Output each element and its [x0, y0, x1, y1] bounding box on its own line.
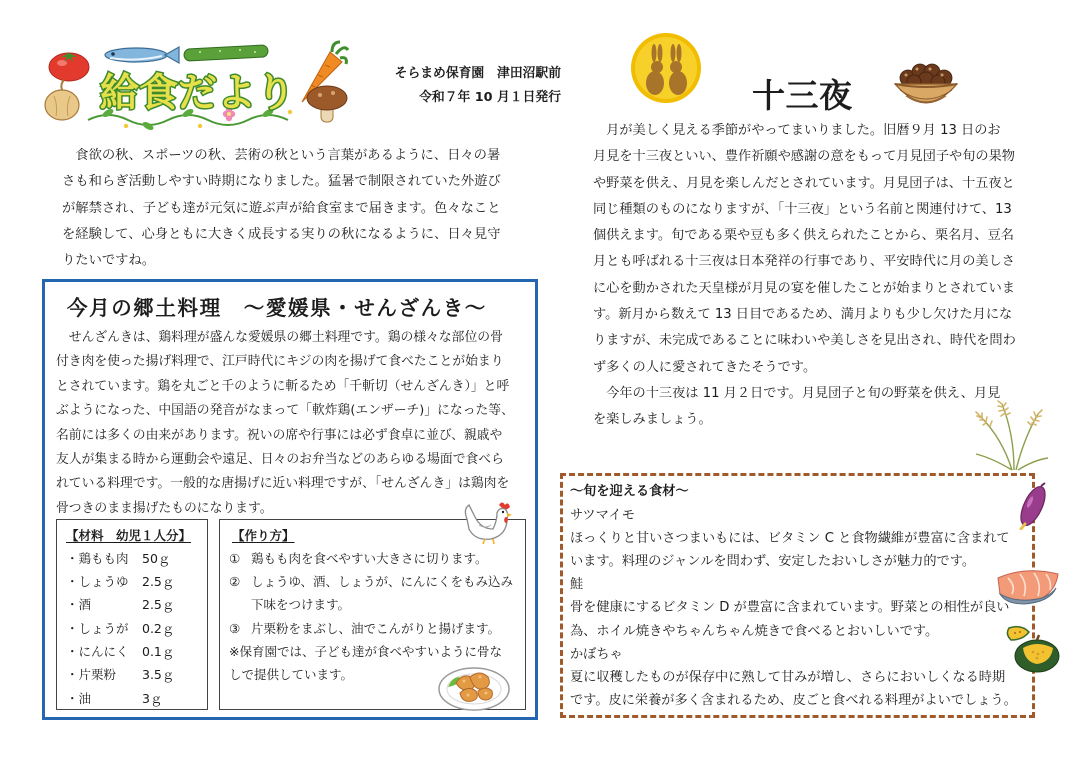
step-text: 鶏もも肉を食べやすい大きさに切ります。: [251, 550, 488, 566]
ingredient-name: ・酒: [66, 597, 92, 613]
step-text: 片栗粉をまぶし、油でこんがりと揚げます。: [251, 620, 501, 636]
ingredient-item: [57, 547, 207, 570]
jusanya-line: 今年の十三夜は 11 月２日です。月見団子と旬の野菜を供え、月見: [593, 385, 1001, 401]
step-number: ①: [229, 550, 241, 566]
food-description: 為、ホイル焼きやちゃんちゃん焼きで食べるとおいしいです。: [570, 623, 939, 639]
logo-text: 給食だより: [100, 71, 296, 116]
method-step-continued: [220, 593, 525, 616]
ingredient-amount: 2.5ｇ: [142, 574, 175, 590]
ingredient-name: ・にんにく: [66, 643, 129, 659]
fish-icon: [105, 47, 179, 63]
ingredient-item: [57, 593, 207, 616]
jusanya-line: ず多くの人に愛されてきたそうです。: [593, 359, 817, 375]
ingredient-amount: 3ｇ: [142, 690, 163, 706]
jusanya-text: [593, 118, 1027, 434]
ingredient-amount: 0.2ｇ: [142, 620, 175, 636]
local-dish-line: 骨つきのまま揚げたものになります。: [56, 500, 273, 516]
local-dish-paragraph: [56, 326, 534, 521]
issue-date: 令和７年 10 月１日発行: [419, 90, 561, 105]
food-description: です。皮に栄養が多く含まれるため、皮ごと食べれる料理がよいでしょう。: [570, 693, 1017, 709]
ingredient-item: [57, 617, 207, 640]
food-name: サツマイモ: [570, 507, 635, 523]
intro-line: が解禁され、子ども達が元気に遊ぶ声が給食室まで届きます。色々なこと: [62, 200, 501, 216]
step-text: しょうゆ、酒、しょうが、にんにくをもみ込み: [251, 574, 514, 590]
food-description: 骨を健康にするビタミン D が豊富に含まれています。野菜との相性が良い: [570, 600, 1010, 616]
local-dish-line: せんざんきは、鶏料理が盛んな愛媛県の郷土料理です。鶏の様々な部位の骨: [56, 330, 503, 345]
jusanya-line: 月見を十三夜といい、豊作祈願や感謝の意をもって月見団子や旬の果物: [593, 149, 1015, 165]
ingredient-name: ・片栗粉: [66, 667, 117, 683]
food-name: 鮭: [570, 577, 584, 593]
jusanya-line: 月が美しく見える季節がやってまいりました。旧暦９月 13 日のお: [593, 123, 1001, 138]
jusanya-line: や野菜を供え、月見を楽しんだとされています。月見団子は、十五夜と: [593, 175, 1015, 191]
salmon-icon: [994, 564, 1062, 606]
tomato-icon: [49, 53, 89, 81]
note-text: しで提供しています。: [229, 667, 354, 683]
ingredient-item: [57, 640, 207, 663]
pampas-grass-icon: [972, 398, 1050, 472]
note-text: ※保育園では、子ども達が食べやすいように骨な: [229, 643, 502, 659]
jusanya-title: 十三夜: [752, 76, 853, 115]
intro-line: さも和らぎ活動しやすい時期になりました。猛暑で制限されていた外遊び: [62, 174, 501, 190]
sweet-potato-icon: [1013, 482, 1053, 530]
seasonal-foods-text: [570, 480, 1032, 712]
method-step: [220, 617, 525, 640]
ingredient-amount: 0.1ｇ: [142, 643, 175, 659]
intro-paragraph: [62, 143, 524, 274]
ingredient-item: [57, 570, 207, 593]
pumpkin-icon: [1003, 624, 1061, 674]
jusanya-line: 同じ種類のものになりますが、「十三夜」という名前と関連付けて、13: [593, 201, 1012, 217]
ingredient-name: ・油: [66, 690, 92, 706]
intro-line: りたいですね。: [62, 253, 156, 268]
chicken-icon: [461, 499, 513, 545]
chestnut-basket-icon: [892, 58, 960, 110]
school-name: そらまめ保育園 津田沼駅前: [394, 66, 561, 81]
ingredient-amount: 50ｇ: [142, 550, 171, 566]
jusanya-line: に心を動かされた天皇様が月見の宴を催したことが始まりとされていま: [593, 280, 1015, 296]
cucumber-icon: [184, 45, 269, 61]
ingredient-name: ・しょうゆ: [66, 574, 129, 590]
method-step: [220, 570, 525, 593]
onion-icon: [45, 80, 79, 120]
seasonal-foods-box: [560, 473, 1035, 718]
jusanya-line: 月とも呼ばれる十三夜は日本発祥の行事であり、平安時代に月の美しさ: [593, 254, 1015, 270]
method-step: [220, 547, 525, 570]
food-description: います。料理のジャンルを問わず、安定したおいしさが魅力的です。: [570, 554, 976, 569]
local-dish-line: 友人が集まる時から運動会や遠足、日々のお弁当などのあらゆる場面で食べら: [56, 452, 504, 468]
step-text: 下味をつけます。: [251, 597, 351, 613]
seasonal-heading: ～旬を迎える食材～: [570, 484, 689, 500]
food-description: ほっくりと甘いさつまいもには、ビタミン C と食物繊維が豊富に含まれて: [570, 530, 1010, 546]
ingredients-heading-row: [57, 524, 207, 547]
header-info: [370, 62, 561, 110]
food-description: 夏に収穫したものが保存中に熟して甘みが増し、さらにおいしくなる時期: [570, 670, 1006, 686]
jusanya-line: 個供えます。旬である栗や豆も多く供えられたことから、栗名月、豆名: [593, 228, 1014, 244]
local-dish-line: 名前には多くの由来があります。祝いの席や行事には必ず食卓に並び、親戚や: [56, 427, 503, 443]
jusanya-line: す。新月から数えて 13 日目であるため、満月よりも少し欠けた月にな: [593, 307, 1013, 323]
intro-line: 食欲の秋、スポーツの秋、芸術の秋という言葉があるように、日々の暑: [62, 148, 501, 163]
step-number: ③: [229, 620, 241, 636]
local-dish-line: れている料理です。一般的な唐揚げに近い料理ですが、「せんざんき」は鶏肉を: [56, 476, 510, 492]
fried-chicken-icon: [436, 657, 512, 713]
ingredients-box: [56, 519, 208, 710]
ingredient-name: ・鶏もも肉: [66, 550, 129, 566]
ingredient-name: ・しょうが: [66, 620, 129, 636]
ingredient-item: [57, 687, 207, 710]
method-heading: 【作り方】: [232, 527, 295, 543]
food-name: かぼちゃ: [570, 646, 623, 662]
local-dish-line: ぶようになった、中国語の発音がなまって「軟炸鶏(エンザーチ)」になった等、: [56, 403, 514, 419]
jusanya-line: を楽しみましょう。: [593, 412, 712, 428]
newsletter-logo: [40, 40, 350, 132]
local-dish-line: 付き肉を使った揚げ料理で、江戸時代にキジの肉を揚げて食べたことが始まり: [56, 354, 504, 370]
mushroom-icon: [307, 86, 347, 122]
intro-line: を経験して、心身ともに大きく成長する実りの秋になるように、日々見守: [62, 226, 501, 242]
ingredient-amount: 2.5ｇ: [142, 597, 175, 613]
ingredient-item: [57, 663, 207, 686]
ingredients-heading: 【材料 幼児１人分】: [66, 527, 192, 543]
moon-rabbits-icon: [628, 30, 704, 106]
local-dish-line: とされています。鶏を丸ごと千のように斬るため「千斬切（せんざんき）」と呼: [56, 378, 510, 394]
ingredient-amount: 3.5ｇ: [142, 667, 175, 683]
jusanya-line: りますが、未完成であることに味わいや美しさを見出され、時代を問わ: [593, 333, 1016, 349]
local-dish-title: 今月の郷土料理 ～愛媛県・せんざんき～: [67, 296, 487, 320]
step-number: ②: [229, 574, 241, 590]
